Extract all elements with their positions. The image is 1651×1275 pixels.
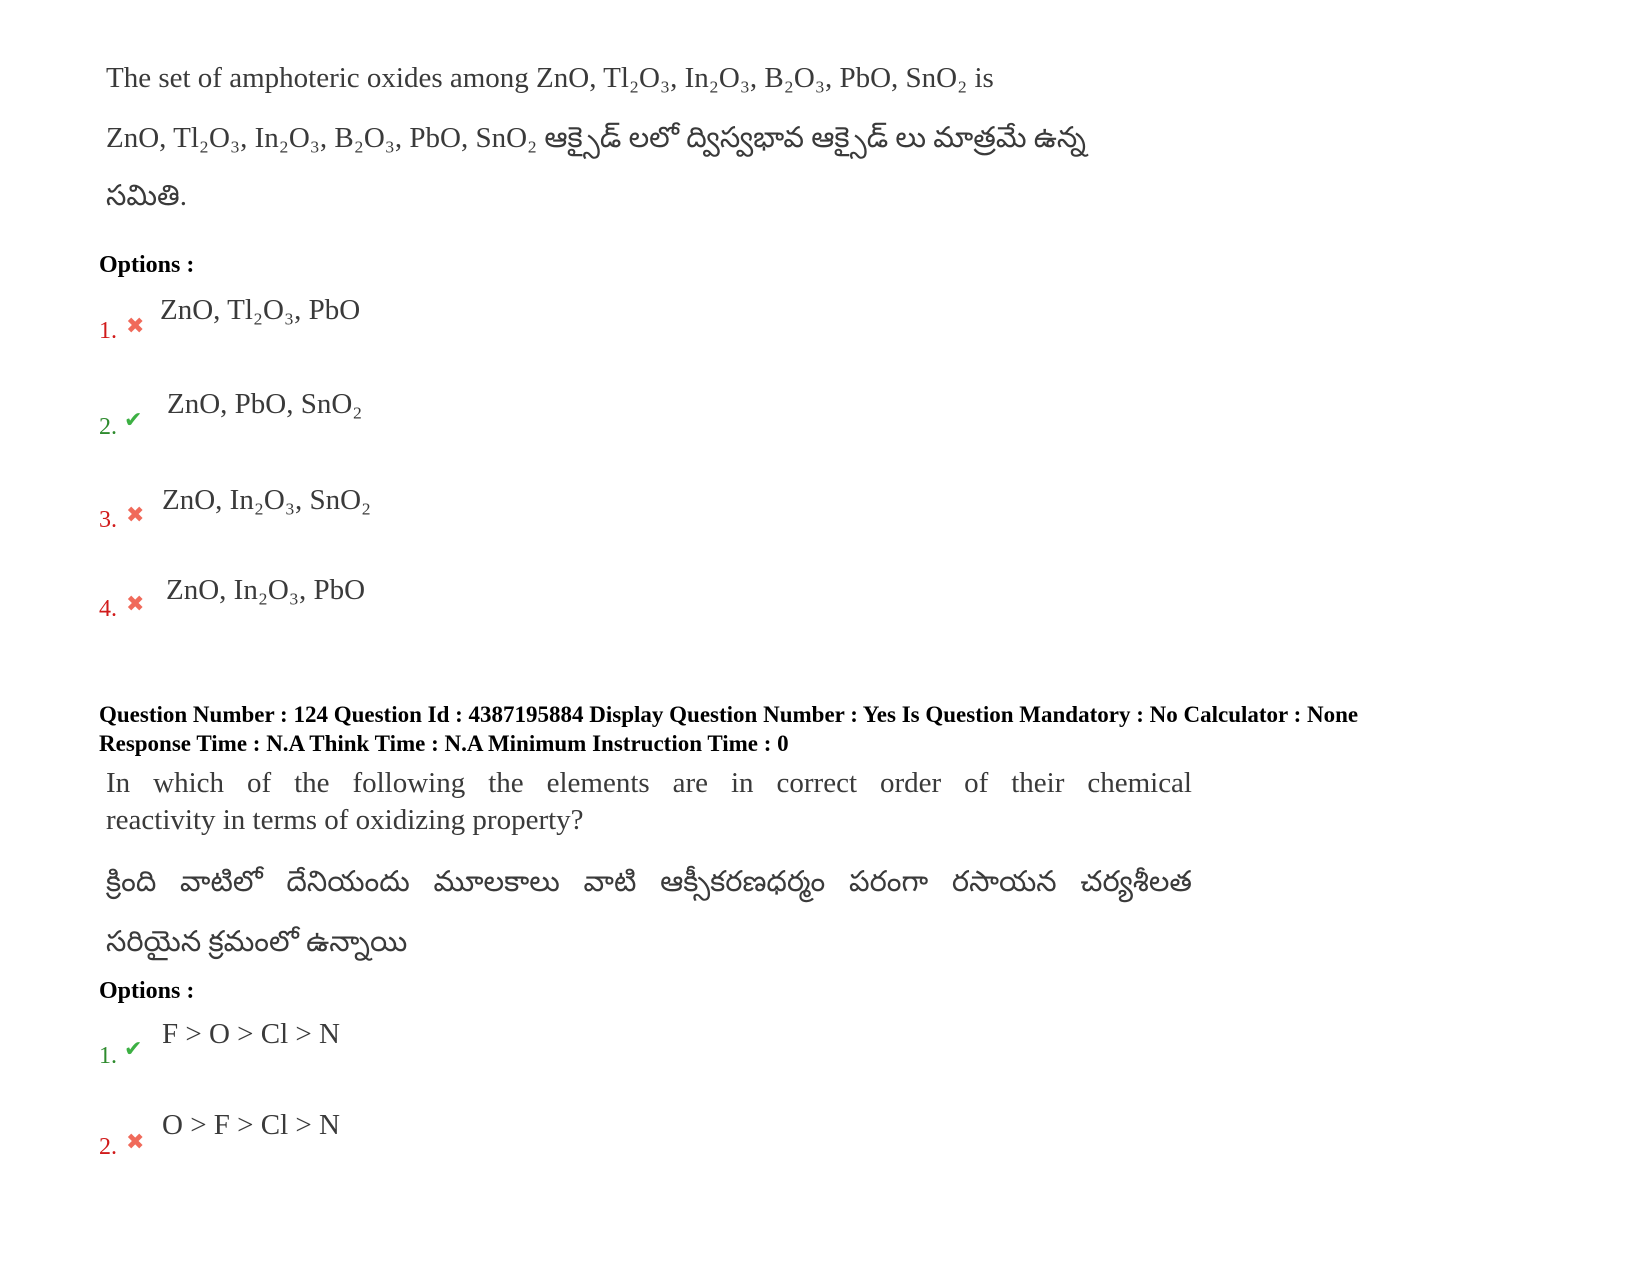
question-123-english-text: The set of amphoteric oxides among ZnO, Tl₂O₃, In₂O₃, B₂O₃, PbO, SnO₂ is bbox=[106, 62, 994, 94]
wrong-mark-icon: ✖ bbox=[126, 314, 145, 339]
question-123-telugu-line-1: ZnO, Tl₂O₃, In₂O₃, B₂O₃, PbO, SnO₂ ఆక్సైడ్ లలో ద్విస్వభావ ఆక్సైడ్ లు మాత్రమే ఉన్న bbox=[106, 122, 1086, 154]
option-number: 3. bbox=[99, 507, 117, 533]
question-meta-line-1: Question Number : 124 Question Id : 4387195884 Display Question Number : Yes Is Question Mandatory : No Calculator : None bbox=[99, 702, 1359, 727]
question-124-telugu-line-1: క్రింది వాటిలో దేనియందు మూలకాలు వాటి ఆక్సీకరణధర్మం పరంగా రసాయన చర్యశీలత bbox=[106, 866, 1192, 898]
check-mark-icon: ✔ bbox=[124, 1037, 143, 1062]
option-text: ZnO, Tl₂O₃, PbO bbox=[160, 294, 361, 326]
option-number: 2. bbox=[99, 414, 117, 440]
question-124-telugu-line-2: సరియైన క్రమంలో ఉన్నాయి bbox=[106, 926, 408, 958]
wrong-mark-icon: ✖ bbox=[126, 1130, 145, 1155]
option-text: ZnO, In₂O₃, SnO₂ bbox=[162, 484, 372, 516]
option-text: F > O > Cl > N bbox=[162, 1018, 340, 1050]
options-label: Options : bbox=[99, 978, 195, 1004]
option-number: 1. bbox=[99, 1043, 117, 1069]
wrong-mark-icon: ✖ bbox=[126, 592, 145, 617]
option-text: ZnO, PbO, SnO₂ bbox=[167, 388, 363, 420]
question-124-english-line-2: reactivity in terms of oxidizing property? bbox=[106, 804, 584, 836]
option-text: ZnO, In₂O₃, PbO bbox=[166, 574, 366, 606]
option-number: 1. bbox=[99, 318, 117, 344]
options-label: Options : bbox=[99, 252, 195, 278]
option-number: 4. bbox=[99, 596, 117, 622]
check-mark-icon: ✔ bbox=[124, 408, 143, 433]
question-123-telugu-line-2: సమితి. bbox=[106, 180, 187, 212]
wrong-mark-icon: ✖ bbox=[126, 503, 145, 528]
question-meta-line-2: Response Time : N.A Think Time : N.A Minimum Instruction Time : 0 bbox=[99, 731, 789, 756]
option-text: O > F > Cl > N bbox=[162, 1109, 340, 1141]
option-number: 2. bbox=[99, 1134, 117, 1160]
question-124-english-line-1: In which of the following the elements are in correct order of their chemical bbox=[106, 767, 1192, 799]
